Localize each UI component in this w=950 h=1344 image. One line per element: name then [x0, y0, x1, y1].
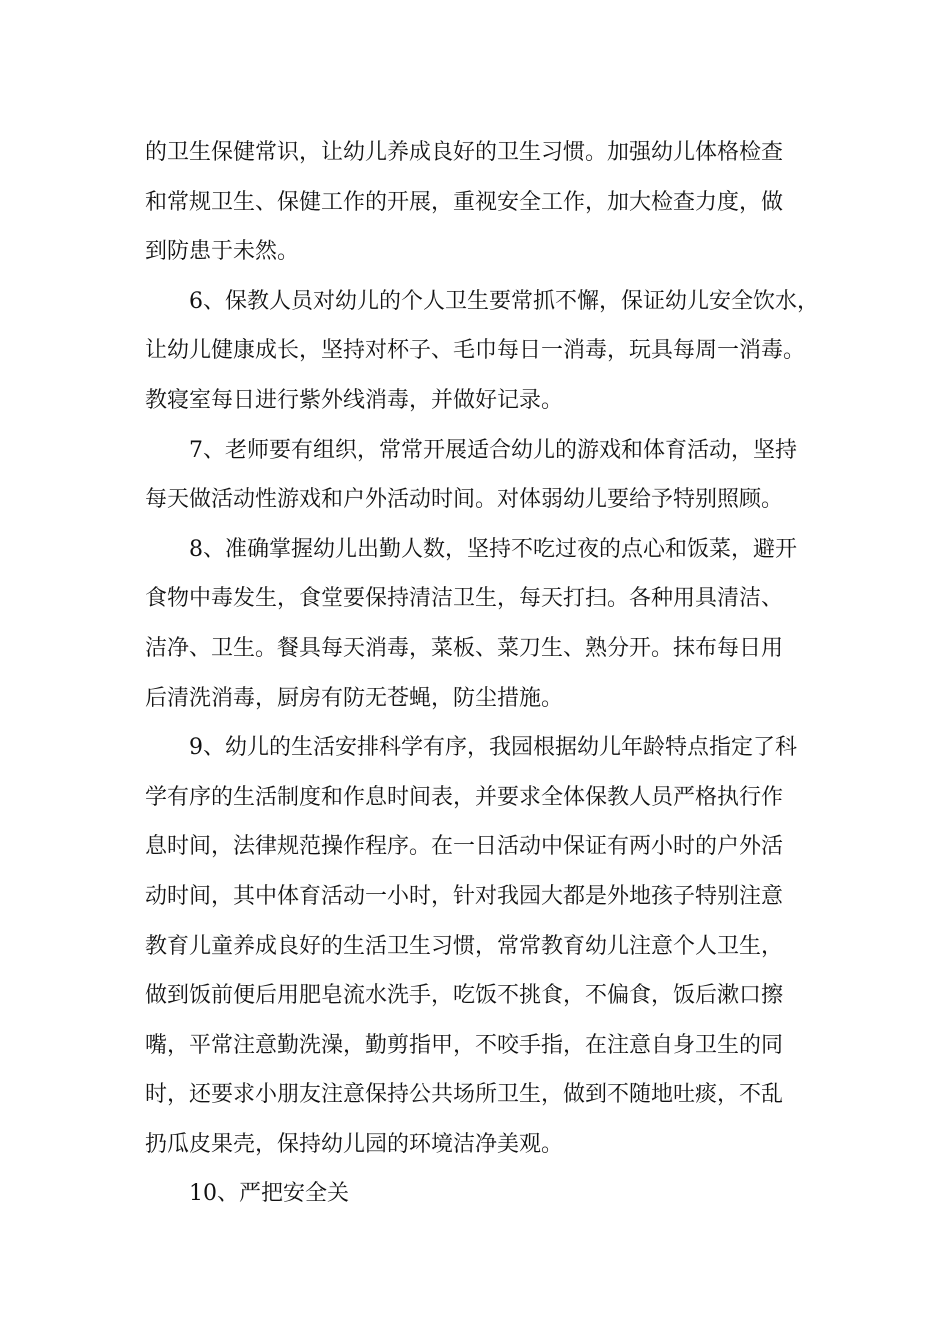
paragraph-6-first-line: 6、保教人员对幼儿的个人卫生要常抓不懈，保证幼儿安全饮水， [189, 288, 819, 314]
text-line: 嘴，平常注意勤洗澡，勤剪指甲，不咬手指，在注意自身卫生的同 [145, 1032, 784, 1058]
text-line: 教育儿童养成良好的生活卫生习惯，常常教育幼儿注意个人卫生， [145, 933, 784, 959]
text-line: 教寝室每日进行紫外线消毒，并做好记录。 [145, 387, 564, 413]
text-line: 的卫生保健常识，让幼儿养成良好的卫生习惯。加强幼儿体格检查 [145, 140, 784, 165]
text-line: 让幼儿健康成长，坚持对杯子、毛巾每日一消毒，玩具每周一消毒。 [145, 338, 806, 364]
text-line: 扔瓜皮果壳，保持幼儿园的环境洁净美观。 [145, 1131, 564, 1157]
text-line: 做到饭前便后用肥皂流水洗手，吃饭不挑食，不偏食，饭后漱口擦 [145, 983, 784, 1009]
text-line: 时，还要求小朋友注意保持公共场所卫生，做到不随地吐痰，不乱 [145, 1082, 784, 1108]
paragraph-8-first-line: 8、准确掌握幼儿出勤人数，坚持不吃过夜的点心和饭菜，避开 [189, 536, 797, 562]
text-line: 洁净、卫生。餐具每天消毒，菜板、菜刀生、熟分开。抹布每日用 [145, 635, 784, 661]
text-line: 和常规卫生、保健工作的开展，重视安全工作，加大检查力度，做 [145, 189, 784, 215]
text-line: 动时间，其中体育活动一小时，针对我园大都是外地孩子特别注意 [145, 883, 784, 909]
paragraph-7-first-line: 7、老师要有组织，常常开展适合幼儿的游戏和体育活动，坚持 [189, 437, 797, 463]
text-line: 学有序的生活制度和作息时间表，并要求全体保教人员严格执行作 [145, 784, 784, 810]
text-line: 息时间，法律规范操作程序。在一日活动中保证有两小时的户外活 [145, 834, 784, 860]
text-line: 每天做活动性游戏和户外活动时间。对体弱幼儿要给予特别照顾。 [145, 487, 784, 513]
paragraph-9-first-line: 9、幼儿的生活安排科学有序，我园根据幼儿年龄特点指定了科 [189, 735, 797, 761]
text-line: 食物中毒发生，食堂要保持清洁卫生，每天打扫。各种用具清洁、 [145, 586, 784, 612]
text-line: 后清洗消毒，厨房有防无苍蝇，防尘措施。 [145, 685, 564, 711]
paragraph-10-heading: 10、严把安全关 [189, 1181, 349, 1207]
text-line: 到防患于未然。 [145, 239, 300, 265]
document-page [145, 128, 819, 1219]
